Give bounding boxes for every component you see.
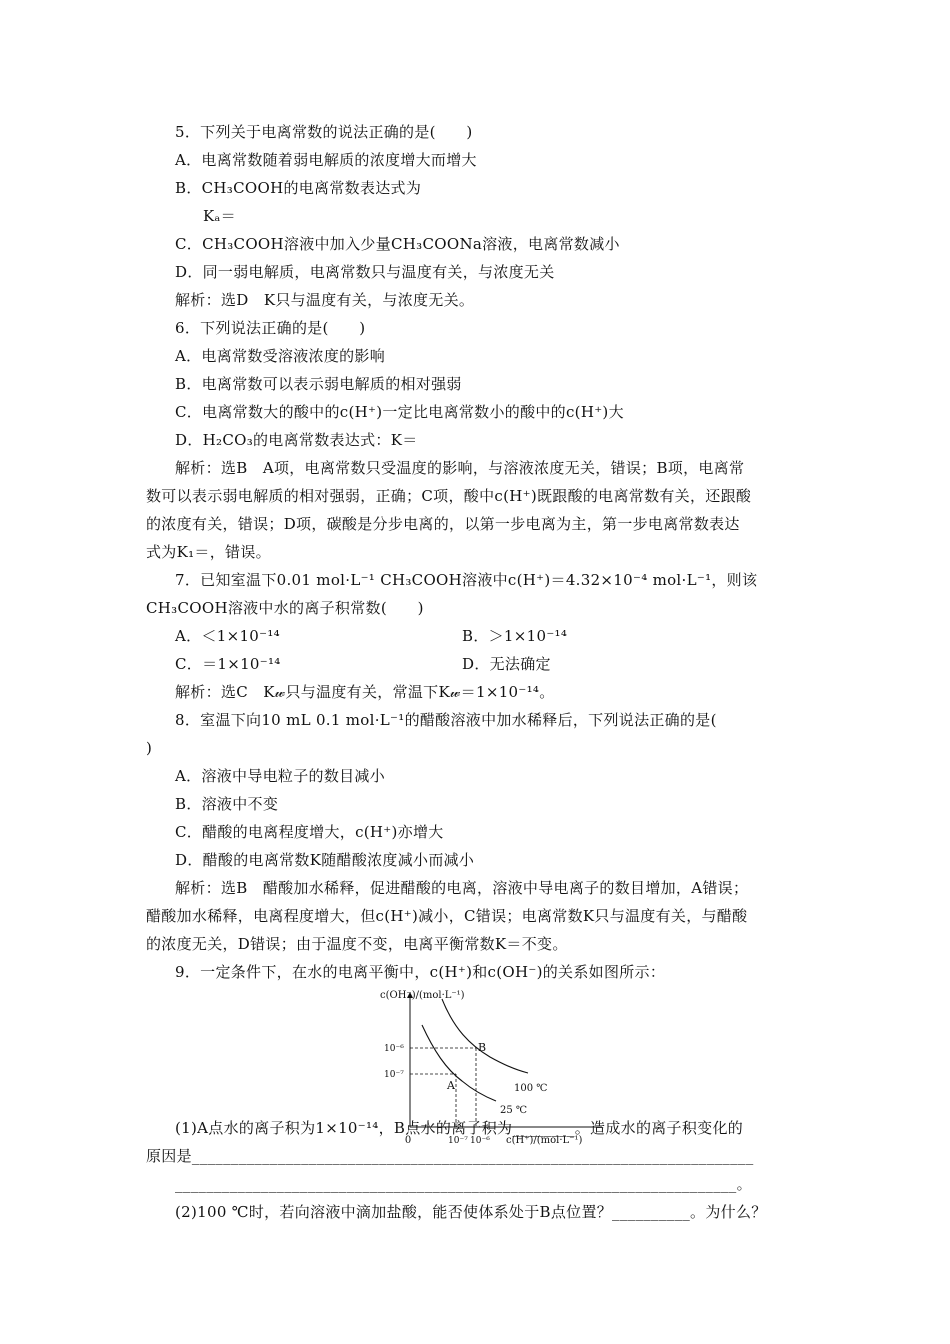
curve-25c [422,1025,496,1101]
y-tick-label: 10⁻⁷ [384,1070,404,1080]
q7-option-a: A．＜1×10⁻¹⁴ [175,627,280,645]
q9-sub1-line2: 原因是________________________________________________________________________ [146,1147,754,1165]
q8-option-c: C．醋酸的电离程度增大，c(H⁺)亦增大 [175,823,444,841]
q8-analysis-line3: 的浓度无关，D错误；由于温度不变，电离平衡常数K＝不变。 [146,935,568,953]
q6-option-d: D．H₂CO₃的电离常数表达式：K＝ [175,431,418,449]
q8-option-a: A．溶液中导电粒子的数目减小 [175,767,386,785]
q5-option-a: A．电离常数随着弱电解质的浓度增大而增大 [175,151,477,169]
q6-analysis-line3: 的浓度有关，错误；D项，碳酸是分步电离的，以第一步电离为主，第一步电离常数表达 [146,515,740,533]
q7-stem-line2: CH₃COOH溶液中水的离子积常数( ) [146,599,424,617]
q8-stem-line2: ) [146,739,153,757]
x-axis-label: c(H⁺)/(mol·L⁻¹) [506,1135,583,1146]
q9-stem: 9．一定条件下，在水的电离平衡中，c(H⁺)和c(OH⁻)的关系如图所示： [175,963,666,981]
q5-option-b-formula: Kₐ＝ [203,207,236,225]
q7-option-b: B．＞1×10⁻¹⁴ [462,627,568,645]
q8-analysis-line1: 解析：选B 醋酸加水稀释，促进醋酸的电离，溶液中导电离子的数目增加，A错误； [175,879,749,897]
q5-stem: 5．下列关于电离常数的说法正确的是( ) [175,123,473,141]
q7-option-d: D．无法确定 [462,655,551,673]
q8-stem-line1: 8．室温下向10 mL 0.1 mol·L⁻¹的醋酸溶液中加水稀释后，下列说法正确的是( [175,711,717,729]
curve-100c [442,999,528,1073]
q5-analysis: 解析：选D K只与温度有关，与浓度无关。 [175,291,475,309]
q6-analysis-line1: 解析：选B A项，电离常数只受温度的影响，与溶液浓度无关，错误；B项，电离常 [175,459,745,477]
q6-analysis-line4: 式为K₁＝，错误。 [146,543,271,561]
q5-option-c: C．CH₃COOH溶液中加入少量CH₃COONa溶液，电离常数减小 [175,235,620,253]
x-tick-label: 10⁻⁷ [448,1136,468,1146]
q5-option-d: D．同一弱电解质，电离常数只与温度有关，与浓度无关 [175,263,555,281]
q8-analysis-line2: 醋酸加水稀释，电离程度增大，但c(H⁺)减小，C错误；电离常数K只与温度有关，与醋酸 [146,907,748,925]
q9-sub1-line1: (1)A点水的离子积为1×10⁻¹⁴，B点水的离子积为________。造成水的离子积变化的 [175,1119,744,1137]
q7-stem-line1: 7．已知室温下0.01 mol·L⁻¹ CH₃COOH溶液中c(H⁺)＝4.32×10⁻⁴ mol·L⁻¹，则该 [175,571,758,589]
q6-option-a: A．电离常数受溶液浓度的影响 [175,347,386,365]
q6-option-b: B．电离常数可以表示弱电解质的相对强弱 [175,375,462,393]
q5-option-b: B．CH₃COOH的电离常数表达式为 [175,179,422,197]
curve-100c-label: 100 ℃ [514,1083,548,1094]
q6-option-c: C．电离常数大的酸中的c(H⁺)一定比电离常数小的酸中的c(H⁺)大 [175,403,624,421]
q9-sub1-line3: ________________________________________________________________________。 [175,1175,752,1193]
q6-analysis-line2: 数可以表示弱电解质的相对强弱，正确；C项，酸中c(H⁺)既跟酸的电离常数有关，还跟酸 [146,487,752,505]
y-tick-label: 10⁻⁶ [384,1044,404,1054]
origin-label: 0 [404,1135,412,1146]
point-b-label: B [478,1041,487,1054]
x-tick-label: 10⁻⁶ [470,1136,490,1146]
q9-sub2: (2)100 ℃时，若向溶液中滴加盐酸，能否使体系处于B点位置？__________。为什么？ [175,1203,767,1221]
y-axis-label: c(OH⁻)/(mol·L⁻¹) [380,990,465,1001]
q6-stem: 6．下列说法正确的是( ) [175,319,366,337]
q7-analysis: 解析：选C K𝓌只与温度有关，常温下K𝓌＝1×10⁻¹⁴。 [175,683,555,701]
point-a-label: A [447,1079,455,1092]
q8-option-d: D．醋酸的电离常数K随醋酸浓度减小而减小 [175,851,475,869]
q7-option-c: C．＝1×10⁻¹⁴ [175,655,281,673]
q8-option-b: B．溶液中不变 [175,795,279,813]
curve-25c-label: 25 ℃ [500,1105,528,1116]
